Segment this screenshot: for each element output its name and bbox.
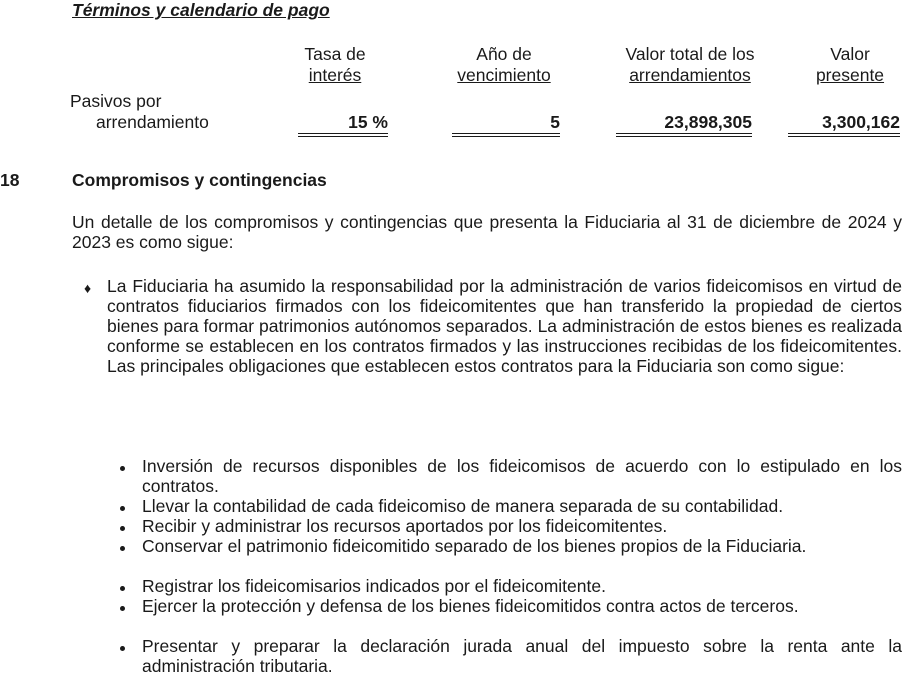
value-tasa: 15 % — [348, 112, 388, 132]
main-bullet-text: La Fiduciaria ha asumido la responsabilidad por la administración de varios fideicomisos en virtud de contratos fiduciarios firmados con los fideicomitentes que han transferido la propiedad de ciertos bienes para formar patrimonios autónomos separados. La administración de estos bienes es realizada conforme se establecen en los contratos firmados y las instrucciones recibidas de los fideicomitentes. Las principales obligaciones que establecen estos contratos para la Fiduciaria son como sigue: — [107, 276, 902, 376]
row-label-line1: Pasivos por — [70, 91, 162, 111]
header-valor-total — [604, 44, 776, 86]
underline-valor-total — [616, 133, 752, 137]
header-valor-presente-line2: presente — [815, 65, 885, 85]
underline-vencimiento — [452, 133, 560, 137]
header-valor-total-line1: Valor total de los — [625, 44, 755, 64]
header-vencimiento-line1: Año de — [476, 44, 532, 64]
value-vencimiento: 5 — [550, 112, 560, 132]
diamond-bullet-icon: ♦ — [84, 280, 92, 296]
sub-bullet-item: Conservar el patrimonio fideicomitido separado de los bienes propios de la Fiduciaria. — [142, 536, 807, 556]
bullet-dot-icon — [120, 526, 125, 531]
header-tasa-line1: Tasa de — [304, 44, 366, 64]
header-tasa-line2: interés — [308, 65, 362, 85]
value-valor-total: 23,898,305 — [664, 112, 752, 132]
section-number: 18 — [0, 170, 20, 190]
bullet-dot-icon — [120, 466, 125, 471]
sub-bullet-item: Inversión de recursos disponibles de los fideicomisos de acuerdo con lo estipulado en los contratos. — [142, 456, 902, 496]
bullet-dot-icon — [120, 606, 125, 611]
section-title: Términos y calendario de pago — [72, 0, 330, 20]
sub-bullet-item: Llevar la contabilidad de cada fideicomiso de manera separada de su contabilidad. — [142, 496, 784, 516]
header-valor-presente-line1: Valor — [830, 44, 870, 64]
bullet-dot-icon — [120, 646, 125, 651]
header-vencimiento-line2: vencimiento — [457, 65, 551, 85]
header-valor-presente — [800, 44, 900, 86]
sub-bullet-item: Ejercer la protección y defensa de los bienes fideicomitidos contra actos de terceros. — [142, 596, 799, 616]
underline-tasa — [298, 133, 388, 137]
section-heading: Compromisos y contingencias — [72, 170, 327, 190]
sub-bullet-item: Recibir y administrar los recursos aportados por los fideicomitentes. — [142, 516, 668, 536]
value-valor-presente: 3,300,162 — [822, 112, 900, 132]
underline-valor-presente — [788, 133, 900, 137]
header-tasa — [290, 44, 380, 86]
header-valor-total-line2: arrendamientos — [629, 65, 751, 85]
bullet-dot-icon — [120, 586, 125, 591]
header-vencimiento — [446, 44, 562, 86]
sub-bullet-item: Registrar los fideicomisarios indicados por el fideicomitente. — [142, 576, 606, 596]
sub-bullet-item: Presentar y preparar la declaración jurada anual del impuesto sobre la renta ante la administración tributaria. — [142, 636, 902, 676]
intro-paragraph: Un detalle de los compromisos y contingencias que presenta la Fiduciaria al 31 de diciembre de 2024 y 2023 es como sigue: — [72, 212, 902, 252]
bullet-dot-icon — [120, 546, 125, 551]
row-label-line2: arrendamiento — [96, 112, 209, 132]
bullet-dot-icon — [120, 506, 125, 511]
